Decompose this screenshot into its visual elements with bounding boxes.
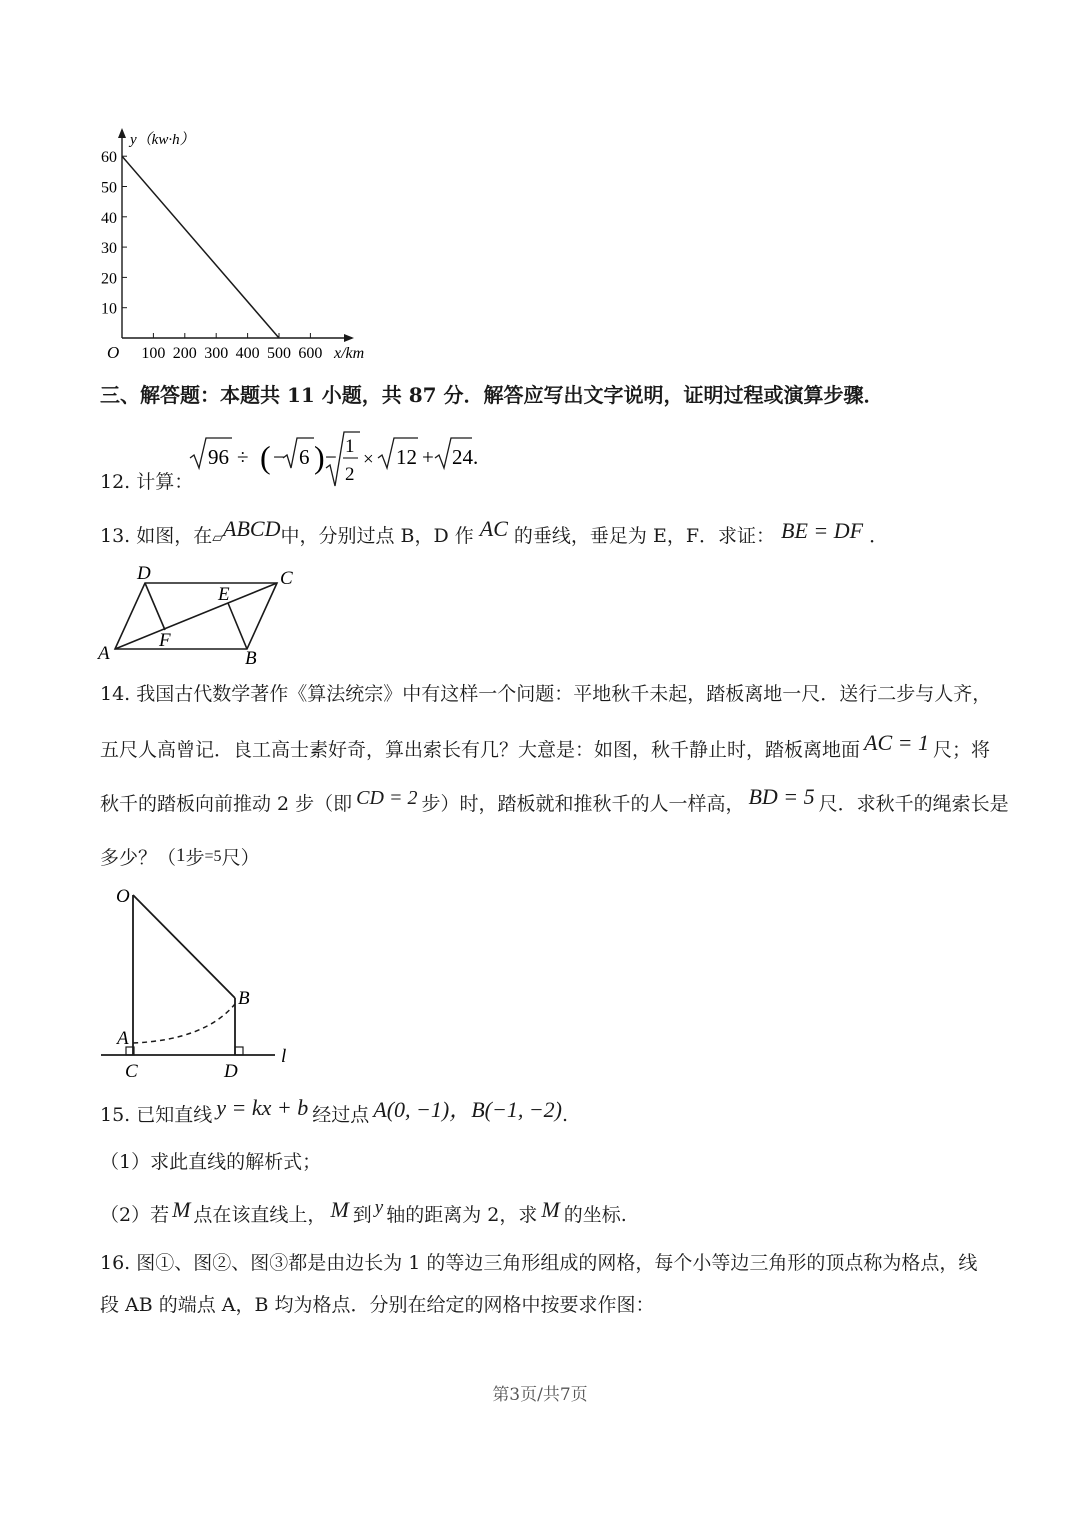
q13-part1: 13. 如图，在	[100, 525, 213, 547]
q13-text	[100, 516, 889, 552]
x-tick-label: 400	[235, 345, 260, 362]
q13-ac: AC	[479, 516, 508, 541]
parallelogram-figure	[95, 560, 315, 670]
radicand-12: 12	[396, 445, 417, 469]
q13-abcd: ABCD	[223, 516, 281, 541]
minus-sign: −	[325, 445, 337, 469]
q15-part-1: （1）求此直线的解析式；	[100, 1151, 322, 1173]
q14-bd-eq: BD = 5	[748, 784, 815, 809]
q15-m-3: M	[541, 1197, 560, 1222]
consumption-line-chart	[90, 120, 390, 370]
q13-part3: 的垂线，垂足为 E，F．求证：	[513, 525, 775, 547]
q15-m-1: M	[172, 1197, 191, 1222]
q14-line3	[100, 784, 1009, 818]
page-footer: 第3页/共7页	[492, 1385, 588, 1405]
radicand-6: 6	[299, 445, 310, 469]
label-B: B	[245, 648, 257, 669]
q15-y: y	[374, 1197, 384, 1218]
q16-line2: 段 AB 的端点 A，B 均为格点．分别在给定的网格中按要求作图：	[100, 1294, 655, 1316]
label-E: E	[218, 584, 230, 605]
q14-cd-eq: CD = 2	[356, 787, 418, 809]
q15-p2-e: 的坐标.	[563, 1204, 627, 1226]
chart-ticks	[101, 149, 322, 362]
radicand-96: 96	[208, 445, 229, 469]
x-axis-arrow	[344, 334, 354, 342]
q12-label: 12. 计算：	[100, 471, 194, 493]
frac-den: 2	[345, 464, 355, 485]
q14-step: 步	[185, 847, 205, 869]
x-tick-label: 300	[204, 345, 229, 362]
q15-m-2: M	[330, 1197, 349, 1222]
frac-num: 1	[345, 436, 355, 457]
q15-p2-a: （2）若	[100, 1204, 170, 1226]
q13-part2: 中，分别过点 B，D 作	[280, 525, 474, 547]
label-C: C	[280, 568, 293, 589]
q15-p2-d: 轴的距离为 2，求	[386, 1204, 538, 1226]
label-F: F	[159, 630, 171, 651]
chart-series	[122, 156, 279, 338]
y-tick-label: 50	[101, 179, 117, 197]
origin-label: O	[107, 343, 120, 362]
svg-text:): )	[314, 439, 325, 475]
label-D: D	[224, 1061, 238, 1080]
y-tick-label: 20	[101, 270, 117, 288]
q15-stem	[100, 1095, 569, 1129]
q14-one: 1	[176, 845, 186, 866]
q15-end: .	[562, 1104, 569, 1126]
x-tick-label: 100	[141, 345, 166, 362]
plus-sign: +	[422, 445, 434, 469]
series-line	[122, 156, 279, 338]
y-tick-label: 40	[101, 209, 117, 227]
q14-line2-a: 五尺人高曾记．良工高士素好奇，算出索长有几？大意是：如图，秋千静止时，踏板离地面	[100, 739, 861, 761]
label-C: C	[125, 1061, 138, 1080]
q14-line4-a: 多少？（	[100, 847, 177, 869]
q15-points: A(0, −1)，B(−1, −2)	[373, 1097, 563, 1122]
q14-line2	[100, 730, 990, 764]
y-axis-label: y（kw·h）	[130, 132, 195, 148]
neg-sign: −	[273, 445, 285, 469]
x-axis-label: x/km	[334, 345, 365, 362]
q15-part-2	[100, 1197, 627, 1230]
y-axis-arrow	[118, 128, 126, 138]
x-tick-label: 200	[172, 345, 197, 362]
x-tick-label: 500	[267, 345, 291, 362]
parallelogram-symbol: ▱	[212, 530, 224, 546]
q14-five: =5	[204, 848, 222, 865]
section-heading: 三、解答题：本题共 11 小题，共 87 分．解答应写出文字说明，证明过程或演算步骤．	[100, 383, 884, 407]
label-l: l	[281, 1046, 287, 1067]
q15-line-equation: y = kx + b	[216, 1095, 309, 1120]
q14-line4	[100, 844, 260, 874]
y-tick-label: 30	[101, 240, 117, 258]
x-tick-label: 600	[298, 345, 323, 362]
label-D: D	[137, 563, 151, 584]
q14-line3-a: 秋千的踏板向前推动 2 步（即	[100, 793, 353, 815]
radicand-24: 24	[452, 445, 473, 469]
label-A: A	[98, 643, 110, 664]
q13-equation: BE = DF	[781, 518, 864, 543]
label-B: B	[238, 988, 250, 1009]
q15-part1: 15. 已知直线	[100, 1104, 213, 1126]
y-tick-label: 60	[101, 149, 117, 167]
svg-text:(: (	[260, 439, 271, 475]
q14-line3-b: 步）时，踏板就和推秋千的人一样高，	[421, 793, 745, 815]
q14-line1: 14. 我国古代数学著作《算法统宗》中有这样一个问题：平地秋千未起，踏板离地一尺．送行二步与人齐，	[100, 683, 992, 705]
q14-ac-eq: AC = 1	[864, 730, 929, 755]
swing-figure	[95, 880, 305, 1080]
div-sign: ÷	[237, 445, 249, 469]
q14-line3-c: 尺．求秋千的绳索长是	[818, 793, 1009, 815]
q14-line4-c: 尺）	[221, 847, 260, 869]
label-A: A	[117, 1028, 129, 1049]
times-sign: ×	[363, 449, 374, 470]
q13-end: ．	[869, 525, 889, 547]
label-O: O	[116, 886, 130, 907]
q16-line1: 16. 图①、图②、图③都是由边长为 1 的等边三角形组成的网格，每个小等边三角形的顶点称为格点，线	[100, 1252, 978, 1274]
y-tick-label: 10	[101, 300, 117, 318]
q15-p2-c: 到	[352, 1204, 372, 1226]
q14-line2-b: 尺；将	[932, 739, 990, 761]
q15-p2-b: 点在该直线上，	[193, 1204, 327, 1226]
q12-expression	[180, 428, 480, 492]
chart-axes	[118, 128, 354, 342]
q15-part2: 经过点	[312, 1104, 370, 1126]
expr-end: .	[473, 445, 479, 469]
